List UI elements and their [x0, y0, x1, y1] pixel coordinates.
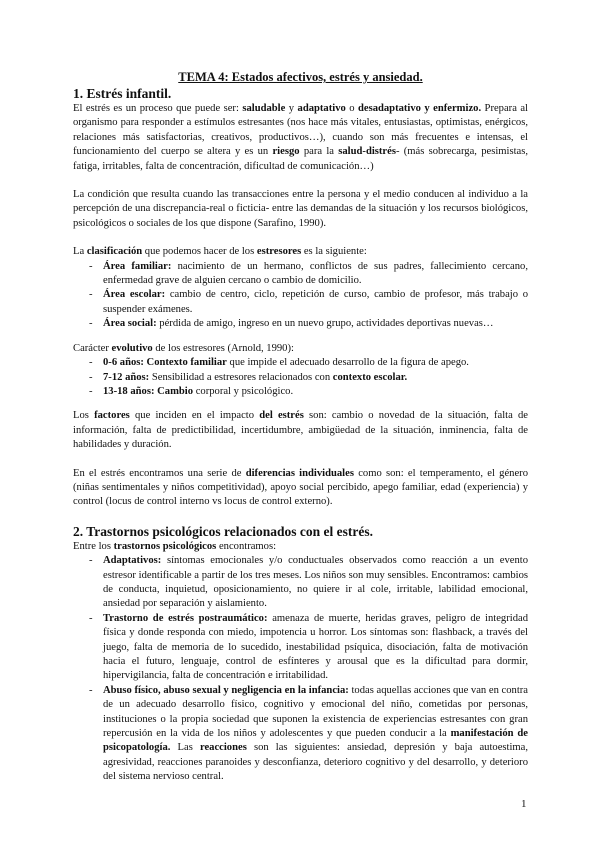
list-item: - Área familiar: nacimiento de un hermano, conflictos de sus padres, fallecimiento cercano, enfermedad grave de alguien cercano o cambio de domicilio. [89, 260, 528, 287]
list-item: - 7-12 años: Sensibilidad a estresores relacionados con contexto escolar. [89, 371, 408, 383]
list-item: - Trastorno de estrés postraumático: amenaza de muerte, heridas graves, peligro de integridad física y donde responda con miedo, impotencia u horror. Los síntomas son: flashback, a través del juego, falta de memoria de lo sucedido, inestabilidad psíquica, disociación, falta de motivación hacia el futuro, lenguaje, control de esfínteres y arousal que es la dificultad para dormir, hipervigilancia, falta de concentración e irritabilidad. [89, 612, 528, 682]
list-item: - Abuso físico, abuso sexual y negligencia en la infancia: todas aquellas acciones que van en contra de un adecuado desarrollo físico, cognitivo y emocional del niño, cometidas por personas, instituciones o la propia sociedad que suponen la existencia de experiencias estresantes con gran repercusión en la vida de los niños y adolescentes y que pueden conducir a la manifestación de psicopatología. Las reacciones son las siguientes: ansiedad, depresión y baja autoestima, agresividad, reacciones paranoides y desconfianza, deterioro cognitivo y del desarrollo, y deterioro del sistema nervioso central. [89, 684, 529, 783]
document-page [73, 70, 528, 785]
list-item: - 13-18 años: Cambio corporal y psicológico. [89, 385, 294, 397]
stress-definition-paragraph: El estrés es un proceso que puede ser: saludable y adaptativo o desadaptativo y enfermizo. Prepara al organismo para responder a estímulos estresantes (nos hace más vitales, entusiastas, optimistas, enérgicos, relaciones más satisfactorias, creativos, productivos…), cuando son más frecuentes e intensas, el funcionamiento del cuerpo se altera y es un riesgo para la salud-distrés- (más sobrecarga, pesimistas, fatiga, irritables, falta de concentración, dificultad de comunicación…) [73, 103, 529, 172]
section-2-heading: 2. Trastornos psicológicos relacionados con el estrés. [73, 523, 373, 539]
disorders-intro: Entre los trastornos psicológicos encontramos: [73, 540, 277, 552]
list-item: - Adaptativos: síntomas emocionales y/o conductuales observados como reacción a un evento estresor identificable a partir de los tres meses. Los niños son muy sensibles. Encontramos: cambios de conducta, inquietud, oposicionamiento, no quiere ir al cole, irritable, labilidad emocional, ansiedad por separación y aislamiento. [89, 555, 528, 610]
sarafino-definition-paragraph: La condición que resulta cuando las transacciones entre la persona y el medio conducen al individuo a la percepción de una discrepancia-real o ficticia- entre las demandas de la situación y los recursos biológicos, psicológicos o sociales de los que dispone (Sarafino, 1990). [73, 189, 528, 229]
list-item: - 0-6 años: Contexto familiar que impide el adecuado desarrollo de la figura de apego. [89, 357, 469, 369]
evolutive-intro: Carácter evolutivo de los estresores (Arnold, 1990): [73, 342, 294, 354]
list-item: - Área social: pérdida de amigo, ingreso en un nuevo grupo, actividades deportivas nuevas… [89, 318, 494, 330]
section-1-heading: 1. Estrés infantil. [73, 86, 172, 101]
classification-intro: La clasificación que podemos hacer de los estresores es la siguiente: [73, 246, 367, 258]
list-item: - Área escolar: cambio de centro, ciclo, repetición de curso, cambio de profesor, más trabajo o suspender exámenes. [89, 289, 528, 315]
disorders-list [73, 554, 528, 785]
stressor-areas-list [73, 260, 528, 332]
page-number: 1 [521, 798, 527, 810]
factors-paragraph: Los factores que inciden en el impacto del estrés son: cambio o novedad de la situación, falta de información, falta de predictibilidad, incertidumbre, ambigüedad de la situación, inminencia, falta de habilidades y duración. [73, 410, 528, 451]
page-title: TEMA 4: Estados afectivos, estrés y ansiedad. [178, 70, 423, 84]
age-stages-list [73, 356, 528, 399]
individual-differences-paragraph: En el estrés encontramos una serie de diferencias individuales como son: el temperamento, el género (niñas sentimentales y niños competitividad), apoyo social percibido, apego familiar, edad (experiencia) y control (locus de control interno vs locus de control externo). [73, 467, 528, 508]
